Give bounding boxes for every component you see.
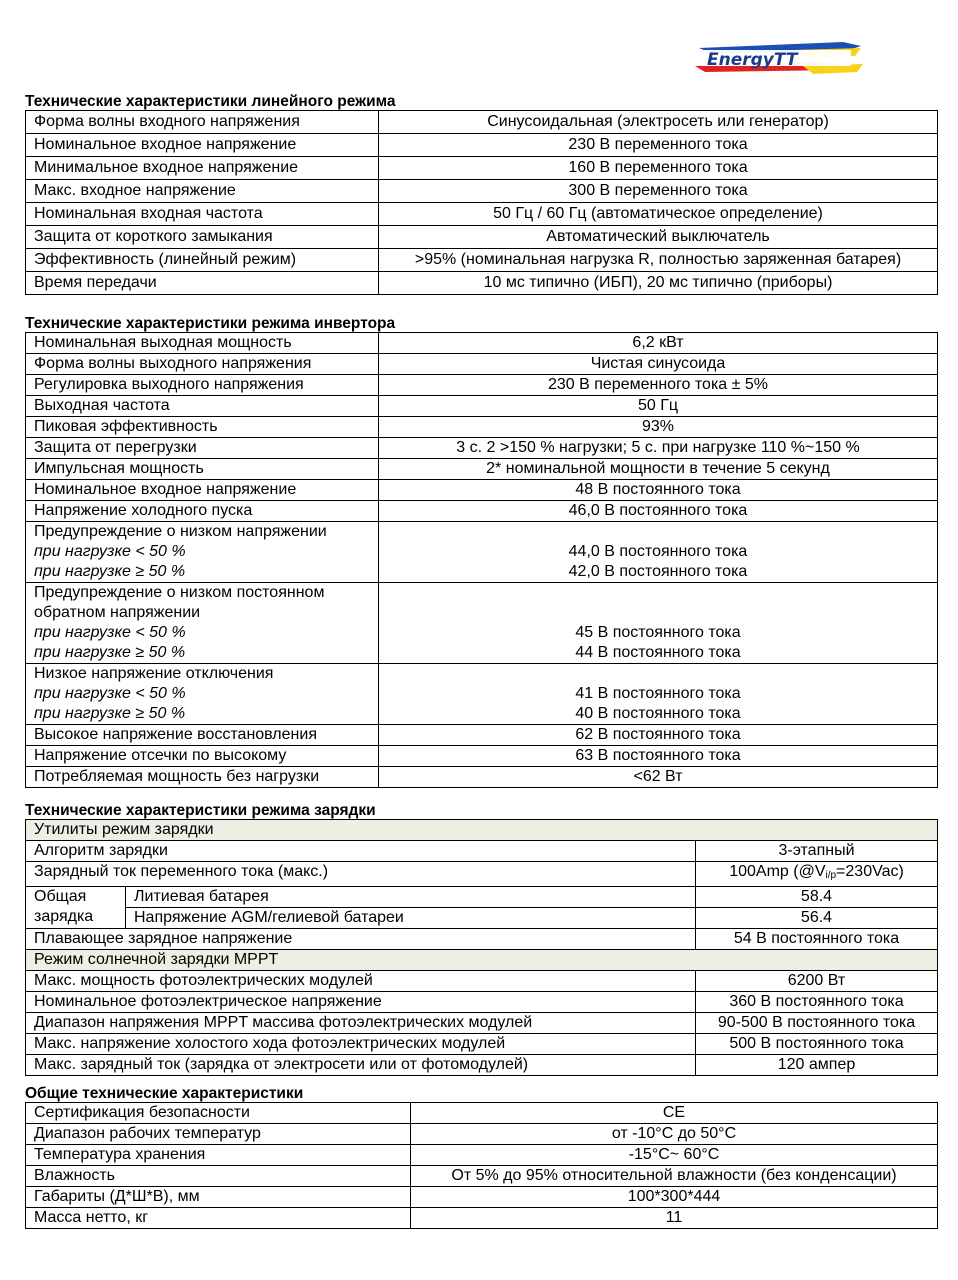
- solar-charge-header: Режим солнечной зарядки MPPT: [26, 950, 938, 971]
- line-mode-title: Технические характеристики линейного режима: [25, 93, 396, 110]
- row-label: Напряжение отсечки по высокому: [26, 746, 379, 767]
- row-value: 90-500 В постоянного тока: [696, 1013, 938, 1034]
- row-label: Защита от короткого замыкания: [26, 226, 379, 249]
- energytt-logo: [693, 36, 865, 82]
- inverter-mode-title: Технические характеристики режима инвертора: [25, 315, 396, 332]
- table-row: [26, 971, 938, 992]
- low-return-label1: Предупреждение о низком постоянном: [34, 584, 325, 601]
- table-row: [26, 354, 938, 375]
- row-value: 6200 Вт: [696, 971, 938, 992]
- table-row: [26, 396, 938, 417]
- row-label: Потребляемая мощность без нагрузки: [26, 767, 379, 788]
- table-row: [26, 1145, 938, 1166]
- row-label: Сертификация безопасности: [26, 1103, 411, 1124]
- table-row: [26, 1187, 938, 1208]
- low-return-val2: 44 В постоянного тока: [575, 644, 741, 661]
- row-value: 63 В постоянного тока: [379, 746, 938, 767]
- row-value: CE: [411, 1103, 938, 1124]
- utility-charge-header: Утилиты режим зарядки: [26, 820, 938, 841]
- row-value: Чистая синусоида: [379, 354, 938, 375]
- table-row: [26, 767, 938, 788]
- row-value: -15°C~ 60°C: [411, 1145, 938, 1166]
- charge-mode-table: [25, 819, 938, 1076]
- table-row: [26, 746, 938, 767]
- table-row: [26, 522, 938, 583]
- row-value: 230 В переменного тока ± 5%: [379, 375, 938, 396]
- table-row: [26, 134, 938, 157]
- table-row: [26, 203, 938, 226]
- row-value: <62 Вт: [379, 767, 938, 788]
- table-row: [26, 1166, 938, 1187]
- row-value: 62 В постоянного тока: [379, 725, 938, 746]
- table-row: [26, 272, 938, 295]
- row-value: 160 В переменного тока: [379, 157, 938, 180]
- charge-mode-section: [25, 802, 937, 1076]
- agm-value: 56.4: [696, 908, 938, 929]
- low-return-sub2: при нагрузке ≥ 50 %: [34, 644, 186, 661]
- row-value: 93%: [379, 417, 938, 438]
- row-value: 50 Гц / 60 Гц (автоматическое определение): [379, 203, 938, 226]
- low-warning-val2: 42,0 В постоянного тока: [568, 563, 748, 580]
- logo-text: EnergyTT: [707, 50, 798, 70]
- row-value: 300 В переменного тока: [379, 180, 938, 203]
- low-return-val1: 45 В постоянного тока: [575, 624, 741, 641]
- row-label: Влажность: [26, 1166, 411, 1187]
- table-row: [26, 226, 938, 249]
- table-row: [26, 950, 938, 971]
- row-label: Время передачи: [26, 272, 379, 295]
- ac-current-label: Зарядный ток переменного тока (макс.): [26, 862, 696, 887]
- low-return-label2: обратном напряжении: [34, 604, 201, 621]
- general-section: [25, 1085, 937, 1229]
- row-label: Напряжение холодного пуска: [26, 501, 379, 522]
- table-row: [26, 583, 938, 664]
- row-label: Макс. напряжение холостого хода фотоэлектрических модулей: [26, 1034, 696, 1055]
- float-value: 54 В постоянного тока: [696, 929, 938, 950]
- row-label: Номинальная выходная мощность: [26, 333, 379, 354]
- row-label: Импульсная мощность: [26, 459, 379, 480]
- table-row: [26, 1103, 938, 1124]
- row-label: Диапазон напряжения MPPT массива фотоэлектрических модулей: [26, 1013, 696, 1034]
- row-value: 10 мс типично (ИБП), 20 мс типично (приборы): [379, 272, 938, 295]
- general-table: [25, 1102, 938, 1229]
- low-warning-sub1: при нагрузке < 50 %: [34, 543, 186, 560]
- low-warning-sub2: при нагрузке ≥ 50 %: [34, 563, 186, 580]
- charge-mode-title: Технические характеристики режима зарядки: [25, 802, 376, 819]
- low-cutoff-sub2: при нагрузке ≥ 50 %: [34, 705, 186, 722]
- row-label: Эффективность (линейный режим): [26, 249, 379, 272]
- row-value: 100*300*444: [411, 1187, 938, 1208]
- low-cutoff-val1: 41 В постоянного тока: [575, 685, 741, 702]
- low-cutoff-sub1: при нагрузке < 50 %: [34, 685, 186, 702]
- row-value: 11: [411, 1208, 938, 1229]
- row-label: Форма волны входного напряжения: [26, 111, 379, 134]
- bulk-label: [26, 887, 126, 929]
- row-value: 6,2 кВт: [379, 333, 938, 354]
- bulk-label1: Общая: [34, 888, 87, 905]
- bulk-label2: зарядка: [34, 908, 94, 925]
- table-row: [26, 157, 938, 180]
- row-label: Минимальное входное напряжение: [26, 157, 379, 180]
- row-label: Габариты (Д*Ш*В), мм: [26, 1187, 411, 1208]
- row-label: Номинальная входная частота: [26, 203, 379, 226]
- table-row: [26, 908, 938, 929]
- row-value: 500 В постоянного тока: [696, 1034, 938, 1055]
- low-return-sub1: при нагрузке < 50 %: [34, 624, 186, 641]
- line-mode-table: [25, 110, 938, 295]
- low-cutoff-label: Низкое напряжение отключения: [34, 665, 274, 682]
- row-value: Автоматический выключатель: [379, 226, 938, 249]
- table-row: [26, 1208, 938, 1229]
- row-label: Макс. зарядный ток (зарядка от электросети или от фотомодулей): [26, 1055, 696, 1076]
- table-row: [26, 1013, 938, 1034]
- table-row: [26, 862, 938, 887]
- row-label: Макс. мощность фотоэлектрических модулей: [26, 971, 696, 992]
- row-label: Номинальное фотоэлектрическое напряжение: [26, 992, 696, 1013]
- low-warning-val1: 44,0 В постоянного тока: [568, 543, 748, 560]
- row-label: Номинальное входное напряжение: [26, 134, 379, 157]
- line-mode-section: [25, 93, 937, 295]
- table-row: [26, 180, 938, 203]
- row-label: Регулировка выходного напряжения: [26, 375, 379, 396]
- row-value: 3 с. 2 >150 % нагрузки; 5 с. при нагрузке 110 %~150 %: [379, 438, 938, 459]
- row-value: 46,0 В постоянного тока: [379, 501, 938, 522]
- row-label: Макс. входное напряжение: [26, 180, 379, 203]
- row-value: 50 Гц: [379, 396, 938, 417]
- table-row: [26, 841, 938, 862]
- row-value: От 5% до 95% относительной влажности (без конденсации): [411, 1166, 938, 1187]
- general-title: Общие технические характеристики: [25, 1085, 304, 1102]
- row-value: 360 В постоянного тока: [696, 992, 938, 1013]
- row-label: Номинальное входное напряжение: [26, 480, 379, 501]
- row-label: Защита от перегрузки: [26, 438, 379, 459]
- table-row: [26, 725, 938, 746]
- algorithm-label: Алгоритм зарядки: [26, 841, 696, 862]
- row-value: от -10°C до 50°C: [411, 1124, 938, 1145]
- table-row: [26, 1055, 938, 1076]
- ac-current-value: [696, 862, 938, 887]
- row-value: 230 В переменного тока: [379, 134, 938, 157]
- table-row: [26, 501, 938, 522]
- table-row: [26, 992, 938, 1013]
- row-value: 120 ампер: [696, 1055, 938, 1076]
- float-label: Плавающее зарядное напряжение: [26, 929, 696, 950]
- row-label: Пиковая эффективность: [26, 417, 379, 438]
- low-warning-label: Предупреждение о низком напряжении: [34, 523, 327, 540]
- ac-current-post: =230Vac): [836, 863, 904, 880]
- table-row: [26, 417, 938, 438]
- row-value: Синусоидальная (электросеть или генератор): [379, 111, 938, 134]
- table-row: [26, 333, 938, 354]
- row-label: Температура хранения: [26, 1145, 411, 1166]
- table-row: [26, 375, 938, 396]
- row-label: Диапазон рабочих температур: [26, 1124, 411, 1145]
- inverter-mode-table: [25, 332, 938, 788]
- row-label: Высокое напряжение восстановления: [26, 725, 379, 746]
- table-row: [26, 664, 938, 725]
- table-row: [26, 111, 938, 134]
- li-value: 58.4: [696, 887, 938, 908]
- ac-current-pre: 100Amp (@V: [729, 863, 826, 880]
- li-label: Литиевая батарея: [126, 887, 696, 908]
- row-value: 2* номинальной мощности в течение 5 секунд: [379, 459, 938, 480]
- table-row: [26, 480, 938, 501]
- inverter-mode-section: [25, 315, 937, 788]
- low-cutoff-val2: 40 В постоянного тока: [575, 705, 741, 722]
- row-value: 48 В постоянного тока: [379, 480, 938, 501]
- algorithm-value: 3-этапный: [696, 841, 938, 862]
- table-row: [26, 459, 938, 480]
- table-row: [26, 1124, 938, 1145]
- row-label: Масса нетто, кг: [26, 1208, 411, 1229]
- row-value: >95% (номинальная нагрузка R, полностью заряженная батарея): [379, 249, 938, 272]
- table-row: [26, 1034, 938, 1055]
- table-row: [26, 929, 938, 950]
- table-row: [26, 438, 938, 459]
- ac-current-sub: i/p: [825, 870, 837, 881]
- row-label: Выходная частота: [26, 396, 379, 417]
- row-label: Форма волны выходного напряжения: [26, 354, 379, 375]
- table-row: [26, 887, 938, 908]
- table-row: [26, 820, 938, 841]
- agm-label: Напряжение AGM/гелиевой батареи: [126, 908, 696, 929]
- table-row: [26, 249, 938, 272]
